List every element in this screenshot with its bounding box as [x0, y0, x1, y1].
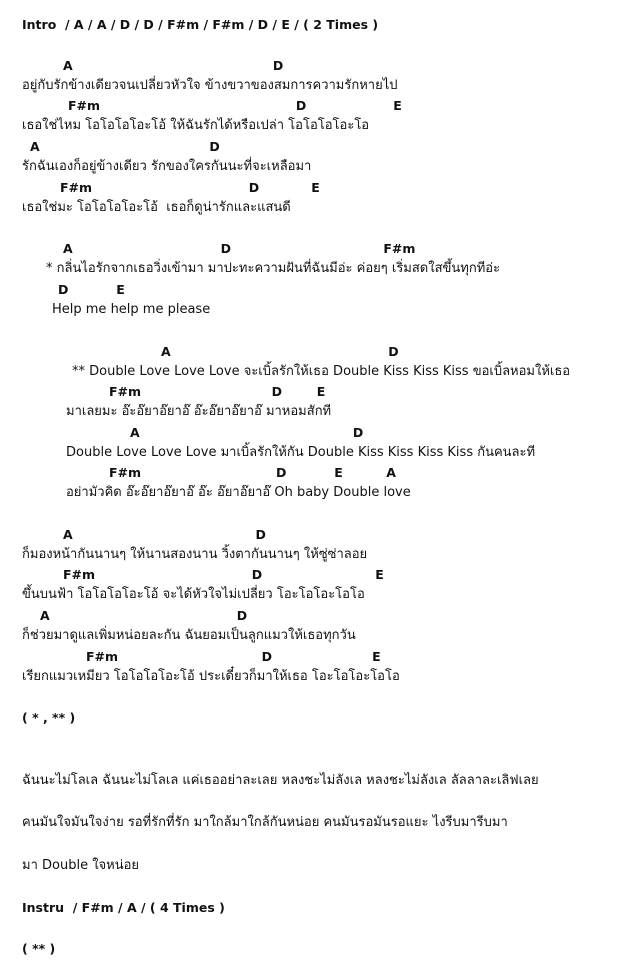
lyric-line: ขึ้นบนฟ้า โอโอโอโอะโอ้ จะได้หัวใจไม่เปลี่ยว โอะโอโอะโอโอ — [22, 587, 365, 602]
repeat-marker: ( ** ) — [22, 941, 56, 956]
lyric-line: * กลิ่นไอรักจากเธอวิ่งเข้ามา มาปะทะความฝันที่ฉันมีอ่ะ ค่อยๆ เริ่มสดใสขึ้นทุกทีอ่ะ — [46, 261, 501, 276]
chord-line: A D — [30, 139, 220, 154]
repeat-marker: ( * , ** ) — [22, 710, 76, 725]
chord-line: A D — [40, 608, 248, 623]
lyric-line: Double Love Love Love มาเบิ้ลรักให้กัน Double Kiss Kiss Kiss Kiss กันคนละที — [66, 445, 536, 460]
lyric-line: ก็ช่วยมาดูแลเพิ่มหน่อยละกัน ฉันยอมเป็นลูกแมวให้เธอทุกวัน — [22, 628, 356, 643]
chord-line: A D F#m — [63, 241, 416, 256]
lyric-line: อย่ามัวคิด อ๊ะอ๊ยาอ๊ยาอ๊ อ๊ะ อ๊ยาอ๊ยาอ๊ Oh baby Double love — [66, 485, 411, 500]
chord-line: F#m D E — [86, 649, 381, 664]
lyric-line: มา Double ใจหน่อย — [22, 858, 140, 873]
chord-line: F#m D E — [68, 98, 402, 113]
chord-line: F#m D E — [109, 384, 326, 399]
lyric-line: เธอใช่ไหม โอโอโอโอะโอ้ ให้ฉันรักได้หรือเปล่า โอโอโอโอะโอ — [22, 118, 370, 133]
lyric-line: รักฉันเองก็อยู่ข้างเดียว รักของใครกันนะที่จะเหลือมา — [22, 159, 312, 174]
lyric-line: ฉันนะไม่โลเล ฉันนะไม่โลเล แค่เธออย่าละเลย หลงชะไม่ลังเล หลงชะไม่ลังเล ลัลลาละเลิฟเลย — [22, 773, 539, 788]
lyric-line: คนมันใจมันใจง่าย รอที่รักที่รัก มาใกล้มาใกล้กันหน่อย คนมันรอมันรอแยะ ไงรีบมารีบมา — [22, 815, 508, 830]
lyric-line: Help me help me please — [52, 302, 211, 317]
lyric-line: อยู่กับรักข้างเดียวจนเปลี่ยวหัวใจ ข้างขวาของสมการความรักหายไป — [22, 78, 398, 93]
chord-line: A D — [63, 58, 284, 73]
intro-line: Intro / A / A / D / D / F#m / F#m / D / E / ( 2 Times ) — [22, 17, 379, 32]
lyric-line: เธอใช่มะ โอโอโอโอะโอ้ เธอก็ดูน่ารักและแสนดี — [22, 200, 291, 215]
lyric-line: เรียกแมวเหมียว โอโอโอโอะโอ้ ประเดี๋ยวก็มาให้เธอ โอะโอโอะโอโอ — [22, 669, 400, 684]
chord-line: F#m D E — [63, 567, 384, 582]
chord-line: A D — [161, 344, 399, 359]
lyric-line: ** Double Love Love Love จะเบิ้ลรักให้เธอ Double Kiss Kiss Kiss ขอเบิ้ลหอมให้เธอ — [72, 364, 571, 379]
chord-line: F#m D E A — [109, 465, 396, 480]
chord-line: A D — [63, 527, 266, 542]
chord-line: D E — [58, 282, 125, 297]
instru-line: Instru / F#m / A / ( 4 Times ) — [22, 900, 225, 915]
lyric-line: มาเลยมะ อ๊ะอ๊ยาอ๊ยาอ๊ อ๊ะอ๊ยาอ๊ยาอ๊ มาหอมสักที — [66, 404, 332, 419]
chord-line: F#m D E — [60, 180, 320, 195]
lyric-line: ก็มองหน้ากันนานๆ ให้นานสองนาน วิ้งตากันนานๆ ให้ซู่ซ่าลอย — [22, 547, 368, 562]
chord-line: A D — [130, 425, 364, 440]
